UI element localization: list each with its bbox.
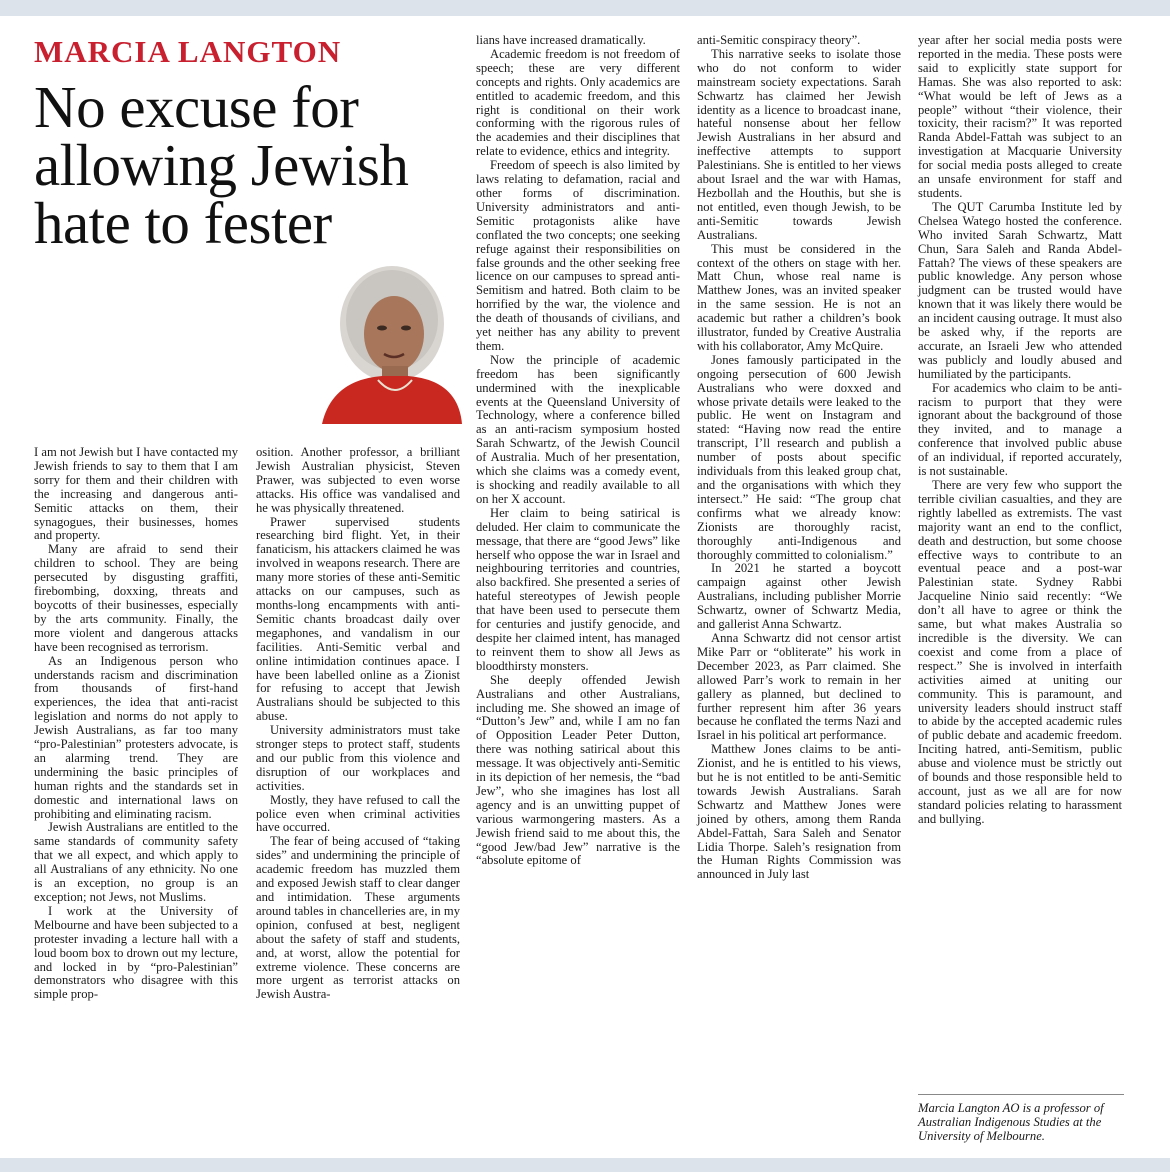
author-byline: MARCIA LANGTON bbox=[34, 34, 342, 69]
paragraph: For academics who claim to be anti-racism to purport that they were ignorant about the background of those they invited, and to manage a conference that involved public abuse of an individual, if reported accurately, is not sustainable. bbox=[918, 380, 1122, 479]
paragraph: Mostly, they have refused to call the police even when criminal activities have occurred. bbox=[256, 792, 460, 835]
article-column-5 bbox=[918, 34, 1122, 827]
paragraph: As an Indigenous person who understands racism and discrimination from thousands of first-hand experiences, the idea that anti-racist legislation and norms do not apply to Jewish Australians, as far too many “pro-Palestinian” protesters advocate, is an alarming trend. They are undermining the basic principles of human rights and the standards set in domestic and international laws on prohibiting and eliminating racism. bbox=[34, 653, 238, 821]
paragraph: anti-Semitic conspiracy theory”. bbox=[697, 33, 861, 47]
paragraph: Anna Schwartz did not censor artist Mike Parr or “obliterate” his work in December 2023, as Parr claimed. She allowed Parr’s work to remain in her gallery as planned, but declined to further represent him after 36 years because he conflated the terms Nazi and Israel in his political art performance. bbox=[697, 630, 901, 743]
paragraph: I work at the University of Melbourne and have been subjected to a protester invading a lecture hall with a loud boom box to drown out my lecture, and locked in by “pro-Palestinian” demonstrators who disagree with this simple prop- bbox=[34, 903, 238, 1002]
paragraph: This must be considered in the context of the others on stage with her. Matt Chun, whose real name is Matthew Jones, was an invited speaker in the same session. He is not an academic but rather a children’s book illustrator, funded by Creative Australia with his collaborator, Amy McQuire. bbox=[697, 241, 901, 353]
paragraph: I am not Jewish but I have contacted my Jewish friends to say to them that I am sorry for them and their children with the increasing and dangerous anti-Semitic attacks on them, their synagogues, their businesses, homes and property. bbox=[34, 445, 238, 543]
paragraph: University administrators must take stronger steps to protect staff, students and our public from this violence and disruption of our workplaces and activities. bbox=[256, 723, 460, 793]
paragraph: Freedom of speech is also limited by laws relating to defamation, racial and other forms of discrimination. University administrators and anti-Semitic protagonists alike have conflated the two concepts; one seeking refuge against their responsibilities on false grounds and the other seeking free licence on our campuses to spread anti-Semitism and hatred. Both claim to be horrified by the war, the violence and the death of thousands of civilians, and yet neither has any ability to prevent them. bbox=[476, 158, 680, 353]
paragraph: Matthew Jones claims to be anti-Zionist, and he is entitled to his views, but he is not entitled to be anti-Semitic towards Jewish Australians. Sarah Schwartz and Matthew Jones were joined by others, among them Randa Abdel-Fattah, Sara Saleh and Senator Lidia Thorpe. Saleh’s resignation from the Human Rights Commission was announced in July last bbox=[697, 742, 901, 882]
author-bio: Marcia Langton AO is a professor of Australian Indigenous Studies at the University of Melbourne. bbox=[918, 1094, 1124, 1143]
paragraph: year after her social media posts were reported in the media. These posts were said to explicitly state support for Hamas. She was also reported to ask: “What would be left of Jews as a people” without “their violence, their toxicity, their racism?” It was reported Randa Abdel-Fattah was subject to an investigation at Macquarie University for social media posts alleged to create an unsafe environment for staff and students. bbox=[918, 33, 1122, 200]
article-column-1 bbox=[34, 446, 238, 1002]
author-photo bbox=[312, 262, 462, 424]
paragraph: Now the principle of academic freedom has been significantly undermined with the inexplicable events at the Queensland University of Technology, where a conference billed as an anti-racism symposium hosted Sarah Schwartz, of the Jewish Council of Australia. Much of her presentation, which she claims was a comedy event, is shocking and readily available to all on her X account. bbox=[476, 352, 680, 506]
paragraph: In 2021 he started a boycott campaign against other Jewish Australians, including publisher Morrie Schwartz, owner of Schwartz Media, and gallerist Anna Schwartz. bbox=[697, 561, 901, 632]
paragraph: The QUT Carumba Institute led by Chelsea Watego hosted the conference. Who invited Sarah Schwartz, Matt Chun, Sara Saleh and Randa Abdel-Fattah? The views of these speakers are public knowledge. Any person whose judgment can be trusted would have known that it was likely there would be an incident causing outrage. It must also be asked why, if the reports are accurate, an Israeli Jew who attended was publicly and loudly abused and humiliated by the participants. bbox=[918, 199, 1122, 381]
paragraph: Academic freedom is not freedom of speech; these are very different concepts and rights. Only academics are entitled to academic freedom, and this right is conditional on their work conforming with the rigorous rules of the academies and their disciplines that relate to evidence, ethics and integrity. bbox=[476, 46, 680, 159]
paragraph: Many are afraid to send their children to school. They are being persecuted by disgusting graffiti, firebombing, doxxing, threats and boycotts of their businesses, especially by the arts community. Finally, the more violent and dangerous attacks have been recognised as terrorism. bbox=[34, 542, 238, 654]
paragraph: Jewish Australians are entitled to the same standards of community safety that we all expect, and which apply to all Australians of any ethnicity. No one is an exception, no group is an exception; not Jews, not Muslims. bbox=[34, 820, 238, 904]
paragraph: The fear of being accused of “taking sides” and undermining the principle of academic freedom has muzzled them and exposed Jewish staff to clear danger and intimidation. These arguments around tables in chancelleries are, in my opinion, confused at best, negligent about the safety of staff and students, and, at worst, allow the potential for extreme violence. These concerns are more urgent as terrorist attacks on Jewish Austra- bbox=[256, 834, 460, 1002]
paragraph: There are very few who support the terrible civilian casualties, and they are rightly labelled as extremists. The vast majority want an end to the conflict, death and destruction, but some choose effective ways to contribute to an eventual peace and a post-war Palestinian state. Sydney Rabbi Jacqueline Ninio said recently: “We don’t all have to agree or think the same, but what makes Australia so incredible is the diversity. We can coexist and come from a place of respect.” She is involved in interfaith activities aimed at uniting our community. This is paramount, and university leaders should instruct staff to abide by the accepted academic rules of public debate and academic freedom. Inciting hatred, anti-Semitism, public abuse and violence must be strictly out of bounds and those responsible held to account, just as we all are for now standard policies relating to harassment and bullying. bbox=[918, 478, 1122, 826]
article-column-4 bbox=[697, 34, 901, 882]
headline: No excuse for allowing Jewish hate to fester bbox=[34, 74, 409, 256]
paragraph: Jones famously participated in the ongoing persecution of 600 Jewish Australians who were doxxed and whose private details were leaked to the public. He went on Instagram and stated: “Having now read the entire transcript, I’ll research and publish a number of posts about specific individuals from this leaked group chat, and the organisations with which they intersect.” He said: “The group chat confirms what we already know: Zionists are thoroughly racist, thoroughly anti-Indigenous and thoroughly committed to colonialism.” bbox=[697, 352, 901, 562]
article-column-3 bbox=[476, 34, 680, 868]
paragraph: osition. Another professor, a brilliant Jewish Australian physicist, Steven Prawer, was subjected to even worse attacks. His office was vandalised and he was physically threatened. bbox=[256, 445, 460, 515]
bottom-band bbox=[0, 1158, 1170, 1172]
paragraph: This narrative seeks to isolate those who do not conform to wider mainstream society expectations. Sarah Schwartz has claimed her Jewish identity as a licence to broadcast inane, hateful nonsense about her fellow Jewish Australians in her absurd and ineffective attempts to support Palestinians. She is entitled to her views about Israel and the war with Hamas, Hezbollah and the Houthis, but she is not entitled, even though Jewish, to be anti-Semitic towards Jewish Australians. bbox=[697, 46, 901, 242]
paragraph: Prawer supervised students researching bird flight. Yet, in their fanaticism, his attackers claimed he was involved in weapons research. There are many more stories of these anti-Semitic attacks on our campuses, such as months-long encampments with anti-Semitic chants broadcast daily over megaphones, and vandalism in our facilities. Anti-Semitic verbal and online intimidation continues apace. I have been labelled online as a Zionist for refusing to accept that Jewish Australians should be subjected to this abuse. bbox=[256, 514, 460, 724]
article-column-2 bbox=[256, 446, 460, 1002]
paragraph: lians have increased dramatically. bbox=[476, 33, 646, 47]
paragraph: She deeply offended Jewish Australians and other Australians, including me. She showed an image of “Dutton’s Jew” and, while I am no fan of Opposition Leader Peter Dutton, there was nothing satirical about this message. It was objectively anti-Semitic in its depiction of her nemesis, the “bad Jew”, who she imagines has lost all agency and is an unwitting puppet of various warmongering masters. As a Jewish friend said to me about this, the “good Jew/bad Jew” narrative is the “absolute epitome of bbox=[476, 672, 680, 868]
top-band bbox=[0, 0, 1170, 16]
paragraph: Her claim to being satirical is deluded. Her claim to communicate the message, that there are “good Jews” like herself who oppose the war in Israel and neighbouring territories and countries, also backfired. She presented a series of hateful stereotypes of Jewish people that have been used to persecute them for centuries and justify genocide, and despite her claimed intent, has managed to reinvent them to show all Jews as bloodthirsty monsters. bbox=[476, 505, 680, 673]
